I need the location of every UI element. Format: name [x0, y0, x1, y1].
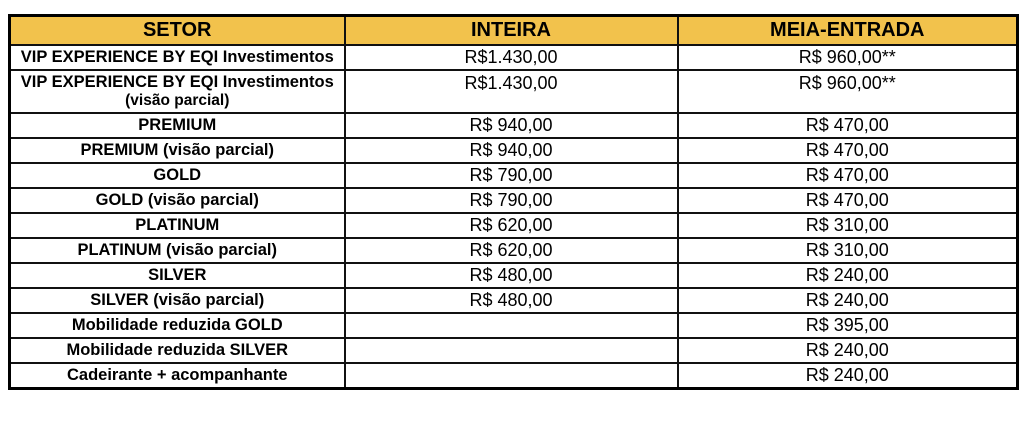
sector-cell: VIP EXPERIENCE BY EQI Investimentos (visão parcial) [10, 70, 345, 113]
meia-entrada-price-cell: R$ 960,00** [678, 45, 1018, 70]
inteira-price-cell: R$1.430,00 [345, 70, 678, 113]
column-header-setor: SETOR [10, 16, 345, 46]
meia-entrada-price-cell: R$ 240,00 [678, 338, 1018, 363]
header-row [10, 16, 1018, 46]
meia-entrada-price-cell: R$ 310,00 [678, 238, 1018, 263]
pricing-table [8, 14, 1019, 390]
sector-cell: VIP EXPERIENCE BY EQI Investimentos [10, 45, 345, 70]
table-row [10, 113, 1018, 138]
inteira-price-cell: R$ 480,00 [345, 263, 678, 288]
sector-cell-line2: (visão parcial) [125, 92, 230, 110]
table-row [10, 163, 1018, 188]
table-row [10, 188, 1018, 213]
inteira-price-cell: R$ 940,00 [345, 138, 678, 163]
meia-entrada-price-cell: R$ 310,00 [678, 213, 1018, 238]
sector-cell: PLATINUM [10, 213, 345, 238]
inteira-price-cell: R$ 940,00 [345, 113, 678, 138]
sector-cell: GOLD [10, 163, 345, 188]
inteira-price-cell: R$ 480,00 [345, 288, 678, 313]
meia-entrada-price-cell: R$ 470,00 [678, 163, 1018, 188]
table-row [10, 45, 1018, 70]
table-row [10, 363, 1018, 389]
table-row [10, 70, 1018, 113]
sector-cell: SILVER (visão parcial) [10, 288, 345, 313]
table-row [10, 338, 1018, 363]
pricing-table-header [10, 16, 1018, 46]
sector-cell: PREMIUM [10, 113, 345, 138]
meia-entrada-price-cell: R$ 240,00 [678, 263, 1018, 288]
meia-entrada-price-cell: R$ 960,00** [678, 70, 1018, 113]
inteira-price-cell: R$1.430,00 [345, 45, 678, 70]
meia-entrada-price-cell: R$ 470,00 [678, 188, 1018, 213]
sector-cell: Cadeirante + acompanhante [10, 363, 345, 389]
sector-cell: Mobilidade reduzida GOLD [10, 313, 345, 338]
table-row [10, 138, 1018, 163]
inteira-price-cell: R$ 790,00 [345, 163, 678, 188]
meia-entrada-price-cell: R$ 470,00 [678, 113, 1018, 138]
sector-cell: Mobilidade reduzida SILVER [10, 338, 345, 363]
sector-cell: GOLD (visão parcial) [10, 188, 345, 213]
inteira-price-cell: R$ 790,00 [345, 188, 678, 213]
sector-cell: PLATINUM (visão parcial) [10, 238, 345, 263]
inteira-price-cell [345, 363, 678, 389]
meia-entrada-price-cell: R$ 470,00 [678, 138, 1018, 163]
sector-cell: PREMIUM (visão parcial) [10, 138, 345, 163]
inteira-price-cell: R$ 620,00 [345, 213, 678, 238]
sector-cell: SILVER [10, 263, 345, 288]
column-header-meia-entrada: MEIA-ENTRADA [678, 16, 1018, 46]
meia-entrada-price-cell: R$ 240,00 [678, 363, 1018, 389]
table-row [10, 238, 1018, 263]
meia-entrada-price-cell: R$ 240,00 [678, 288, 1018, 313]
column-header-inteira: INTEIRA [345, 16, 678, 46]
meia-entrada-price-cell: R$ 395,00 [678, 313, 1018, 338]
inteira-price-cell [345, 313, 678, 338]
table-row [10, 263, 1018, 288]
table-row [10, 288, 1018, 313]
table-row [10, 213, 1018, 238]
inteira-price-cell: R$ 620,00 [345, 238, 678, 263]
pricing-table-body [10, 45, 1018, 389]
inteira-price-cell [345, 338, 678, 363]
table-row [10, 313, 1018, 338]
